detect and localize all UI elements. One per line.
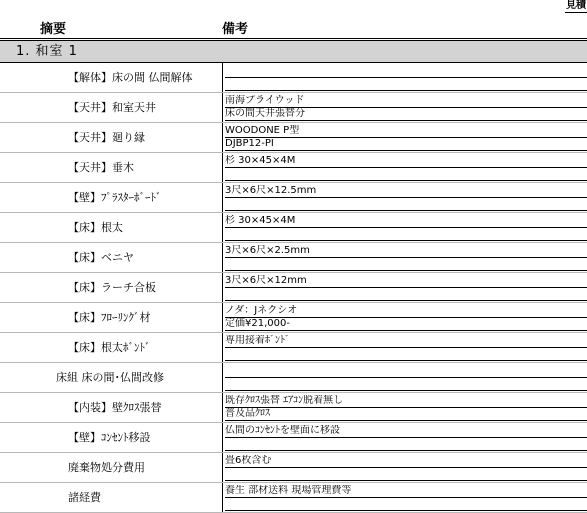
note-line: 杉 30×45×4M [225,155,587,168]
note-line [225,378,587,391]
section-title: 1. 和室 1 [16,44,78,59]
estimate-rows [0,63,587,513]
summary-column-header: 摘要 [40,22,67,37]
remarks-column-header: 備考 [222,22,249,37]
item-label: 【解体】床の間 仏間解体 [68,71,193,84]
note-line: 専用接着ﾎﾞﾝﾄﾞ [225,335,587,348]
notes-cell [222,333,587,362]
item-label: 【内装】壁ｸﾛｽ張替 [68,401,162,414]
table-row [0,153,587,183]
item-label: 【床】ラーチ合板 [68,281,156,294]
note-line: 既存ｸﾛｽ張替 ｴｱｺﾝ脱着無し [225,395,587,408]
notes-cell [222,123,587,152]
table-row [0,213,587,243]
note-line: 杉 30×45×4M [225,215,587,228]
note-line: ノダ：Jネクシオ [225,305,587,318]
note-line: 3尺×6尺×12.5mm [225,185,587,198]
table-row [0,393,587,423]
table-row [0,333,587,363]
table-row [0,183,587,213]
table-row [0,483,587,513]
table-row [0,63,587,93]
note-line [225,78,587,91]
item-label: 床組 床の間･仏間改修 [56,371,164,384]
notes-cell [222,303,587,332]
note-line [225,258,587,271]
notes-cell [222,453,587,482]
item-label: 【床】ベニヤ [68,251,134,264]
table-row [0,123,587,153]
note-line: 3尺×6尺×12mm [225,275,587,288]
table-row [0,363,587,393]
note-line [225,498,587,511]
notes-cell [222,363,587,392]
table-row [0,93,587,123]
notes-cell [222,483,587,512]
item-label: 諸経費 [68,491,101,504]
header-divider [0,38,587,39]
notes-cell [222,243,587,272]
notes-cell [222,63,587,92]
table-row [0,303,587,333]
note-line [225,438,587,451]
note-line: 3尺×6尺×2.5mm [225,245,587,258]
table-row [0,273,587,303]
item-label: 【天井】廻り縁 [68,131,145,144]
note-line: DJBP12-PI [225,138,587,151]
note-line [225,228,587,241]
item-label: 廃棄物処分費用 [68,461,145,474]
note-line [225,65,587,78]
estimate-label: 見積 [566,0,586,11]
note-line: WOODONE P型 [225,125,587,138]
note-line [225,468,587,481]
section-heading [0,40,587,63]
note-line [225,348,587,361]
note-line [225,365,587,378]
item-label: 【壁】ｺﾝｾﾝﾄ移設 [68,431,151,444]
note-line: 畳6枚含む [225,455,587,468]
note-line [225,168,587,181]
notes-cell [222,153,587,182]
note-line: 定価¥21,000- [225,318,587,331]
notes-cell [222,213,587,242]
table-header [0,22,587,38]
item-label: 【床】根太ﾎﾞﾝﾄﾞ [68,341,151,354]
note-line: 養生 部材送料 現場管理費等 [225,485,587,498]
item-label: 【天井】和室天井 [68,101,156,114]
notes-cell [222,273,587,302]
note-line: 南海プライウッド [225,95,587,108]
table-row [0,453,587,483]
note-line: 仏間のｺﾝｾﾝﾄを壁面に移設 [225,425,587,438]
note-line [225,288,587,301]
notes-cell [222,393,587,422]
item-label: 【壁】ﾌﾟﾗｽﾀｰﾎﾞｰﾄﾞ [68,191,162,204]
notes-cell [222,423,587,452]
item-label: 【床】ﾌﾛｰﾘﾝｸﾞ材 [68,311,151,324]
notes-cell [222,93,587,122]
table-row [0,423,587,453]
table-row [0,243,587,273]
notes-cell [222,183,587,212]
item-label: 【天井】垂木 [68,161,134,174]
item-label: 【床】根太 [68,221,123,234]
note-line: 普及品ｸﾛｽ [225,408,587,421]
note-line: 床の間天井張替分 [225,108,587,121]
note-line [225,198,587,211]
